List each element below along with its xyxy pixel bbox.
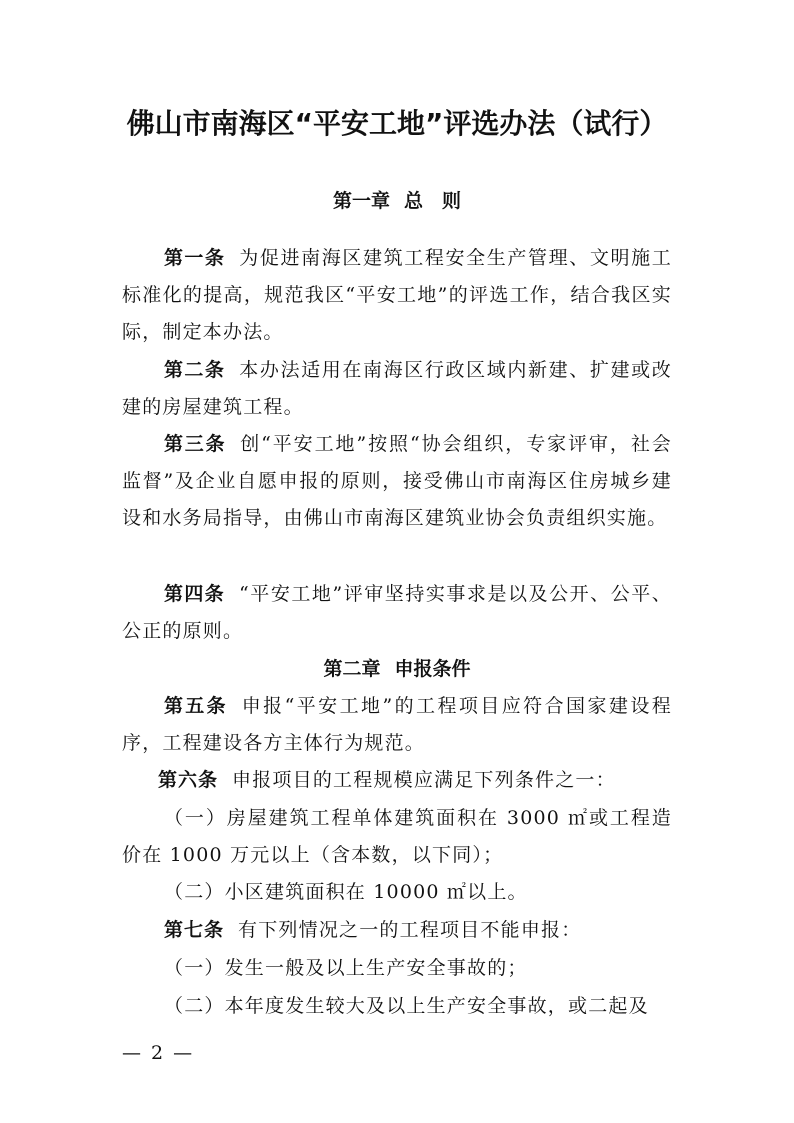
article-text: 创“平安工地”按照“协会组织，专家评审，社会监督”及企业自愿申报的原则，接受佛山市南海区住房城乡建设和水务局指导，由佛山市南海区建筑业协会负责组织实施。 — [122, 433, 672, 530]
document-title: 佛山市南海区“平安工地”评选办法（试行） — [126, 107, 668, 140]
article-text: 本办法适用在南海区行政区域内新建、扩建或改建的房屋建筑工程。 — [122, 359, 672, 419]
chapter-name: 总 则 — [404, 190, 462, 212]
article-text: 申报“平安工地”的工程项目应符合国家建设程序，工程建设各方主体行为规范。 — [122, 695, 672, 755]
article-label: 第五条 — [164, 695, 228, 717]
article-label: 第三条 — [164, 433, 227, 455]
chapter-heading-2 — [0, 654, 794, 684]
article-3 — [122, 426, 672, 538]
article-2 — [122, 352, 672, 426]
article-4 — [122, 576, 672, 650]
article-text: 为促进南海区建筑工程安全生产管理、文明施工标准化的提高，规范我区“平安工地”的评选工作，结合我区实际，制定本办法。 — [122, 247, 672, 344]
chapter-number: 第一章 — [332, 190, 390, 212]
article-text: “平安工地”评审坚持实事求是以及公开、公平、公正的原则。 — [122, 583, 672, 643]
page-number: — 2 — — [122, 1042, 195, 1064]
article-7-item-1: （一）发生一般及以上生产安全事故的； — [164, 957, 528, 979]
article-7 — [122, 912, 672, 949]
chapter-number: 第二章 — [323, 658, 381, 680]
article-label: 第四条 — [164, 583, 226, 605]
article-6-item-2: （二）小区建筑面积在 10000 ㎡以上。 — [164, 881, 528, 903]
article-text: 申报项目的工程规模应满足下列条件之一： — [232, 769, 616, 791]
article-label: 第二条 — [164, 359, 226, 381]
article-text: 有下列情况之一的工程项目不能申报： — [238, 919, 582, 941]
article-1 — [122, 240, 672, 352]
article-6-item-1: （一）房屋建筑工程单体建筑面积在 3000 ㎡或工程造价在 1000 万元以上（含本数，以下同）； — [122, 807, 672, 867]
article-label: 第七条 — [164, 919, 225, 941]
article-label: 第六条 — [158, 769, 219, 791]
chapter-heading-1 — [0, 186, 794, 216]
article-6 — [122, 762, 672, 799]
article-7-item-2: （二）本年度发生较大及以上生产安全事故，或二起及 — [164, 995, 649, 1017]
chapter-name: 申报条件 — [394, 658, 471, 680]
article-5 — [122, 688, 672, 762]
article-label: 第一条 — [164, 247, 226, 269]
